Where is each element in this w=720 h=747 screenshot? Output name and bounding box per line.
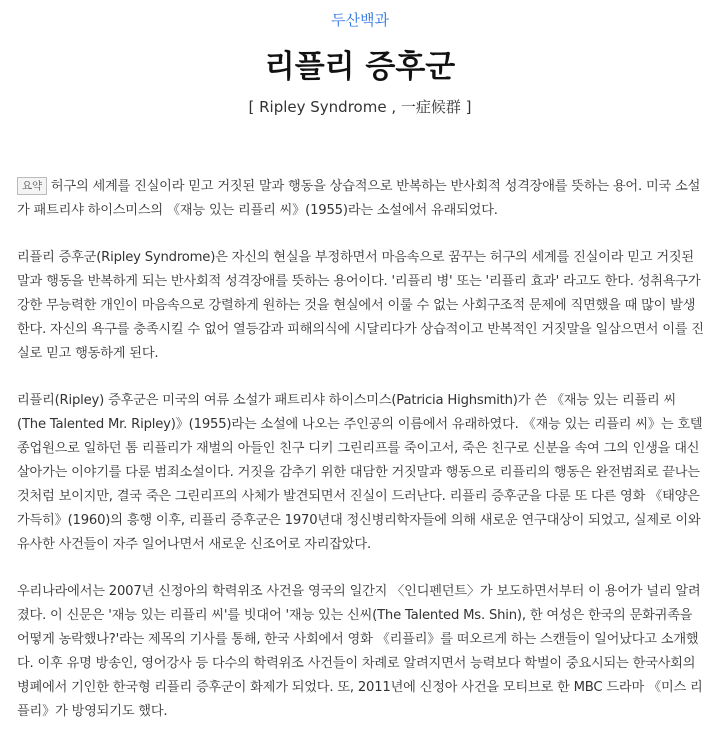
paragraph-korea: 우리나라에서는 2007년 신정아의 학력위조 사건을 영국의 일간지 〈인디펜던트〉가 보도하면서부터 이 용어가 널리 알려졌다. 이 신문은 '재능 있는 리플리 씨'를 빗대어 '재능 있는 신씨(The Talented Ms. Shin), 한 여성은 한국의 문화귀족을 어떻게 농락했나?'라는 제목의 기사를 통해, 한국 사회에서 영화 《리플리》를 떠오르게 하는 스캔들이 일어났다고 소개했다. 이후 유명 방송인, 영어강사 등 다수의 학력위조 사건들이 차례로 알려지면서 능력보다 학벌이 중요시되는 한국사회의 병폐에서 기인한 한국형 리플리 증후군이 화제가 되었다. 또, 2011년에 신정아 사건을 모티브로 한 MBC 드라마 《미스 리플리》가 방영되기도 했다.: [17, 584, 703, 719]
entry-subtitle: [ Ripley Syndrome , 一症候群 ]: [248, 98, 472, 116]
entry-content: [17, 175, 707, 747]
source-link[interactable]: 두산백과: [331, 11, 389, 29]
entry-title: 리플리 증후군: [264, 49, 456, 85]
summary-badge: 요약: [17, 177, 47, 195]
summary: [17, 175, 707, 223]
paragraph-definition: 리플리 증후군(Ripley Syndrome)은 자신의 현실을 부정하면서 마음속으로 꿈꾸는 허구의 세계를 진실이라 믿고 거짓된 말과 행동을 반복하게 되는 반사회적 성격장애를 뜻하는 용어이다. '리플리 병' 또는 '리플리 효과' 라고도 한다. 성취욕구가 강한 무능력한 개인이 마음속으로 강렬하게 원하는 것을 현실에서 이룰 수 없는 사회구조적 문제에 직면했을 때 많이 발생한다. 자신의 욕구를 충족시킬 수 없어 열등감과 피해의식에 시달리다가 상습적이고 반복적인 거짓말을 일삼으면서 이를 진실로 믿고 행동하게 된다.: [17, 250, 704, 361]
paragraph-origin: 리플리(Ripley) 증후군은 미국의 여류 소설가 패트리샤 하이스미스(Patricia Highsmith)가 쓴 《재능 있는 리플리 씨 (The Talented Mr. Ripley)》(1955)라는 소설에 나오는 주인공의 이름에서 유래하였다. 《재능 있는 리플리 씨》는 호텔 종업원으로 일하던 톰 리플리가 재벌의 아들인 친구 디키 그린리프를 죽이고서, 죽은 친구로 신분을 속여 그의 인생을 대신 살아가는 이야기를 다룬 범죄소설이다. 거짓을 감추기 위한 대담한 거짓말과 행동으로 리플리의 행동은 완전범죄로 끝나는 것처럼 보이지만, 결국 죽은 그린리프의 사체가 발견되면서 진실이 드러난다. 리플리 증후군을 다룬 또 다른 영화 《태양은 가득히》(1960)의 흥행 이후, 리플리 증후군은 1970년대 정신병리학자들에 의해 새로운 연구대상이 되었고, 실제로 이와 유사한 사건들이 자주 일어나면서 새로운 신조어로 자리잡았다.: [17, 393, 703, 552]
summary-text: 허구의 세계를 진실이라 믿고 거짓된 말과 행동을 상습적으로 반복하는 반사회적 성격장애를 뜻하는 용어. 미국 소설가 패트리샤 하이스미스의 《재능 있는 리플리 씨》(1955)라는 소설에서 유래되었다.: [17, 179, 701, 218]
